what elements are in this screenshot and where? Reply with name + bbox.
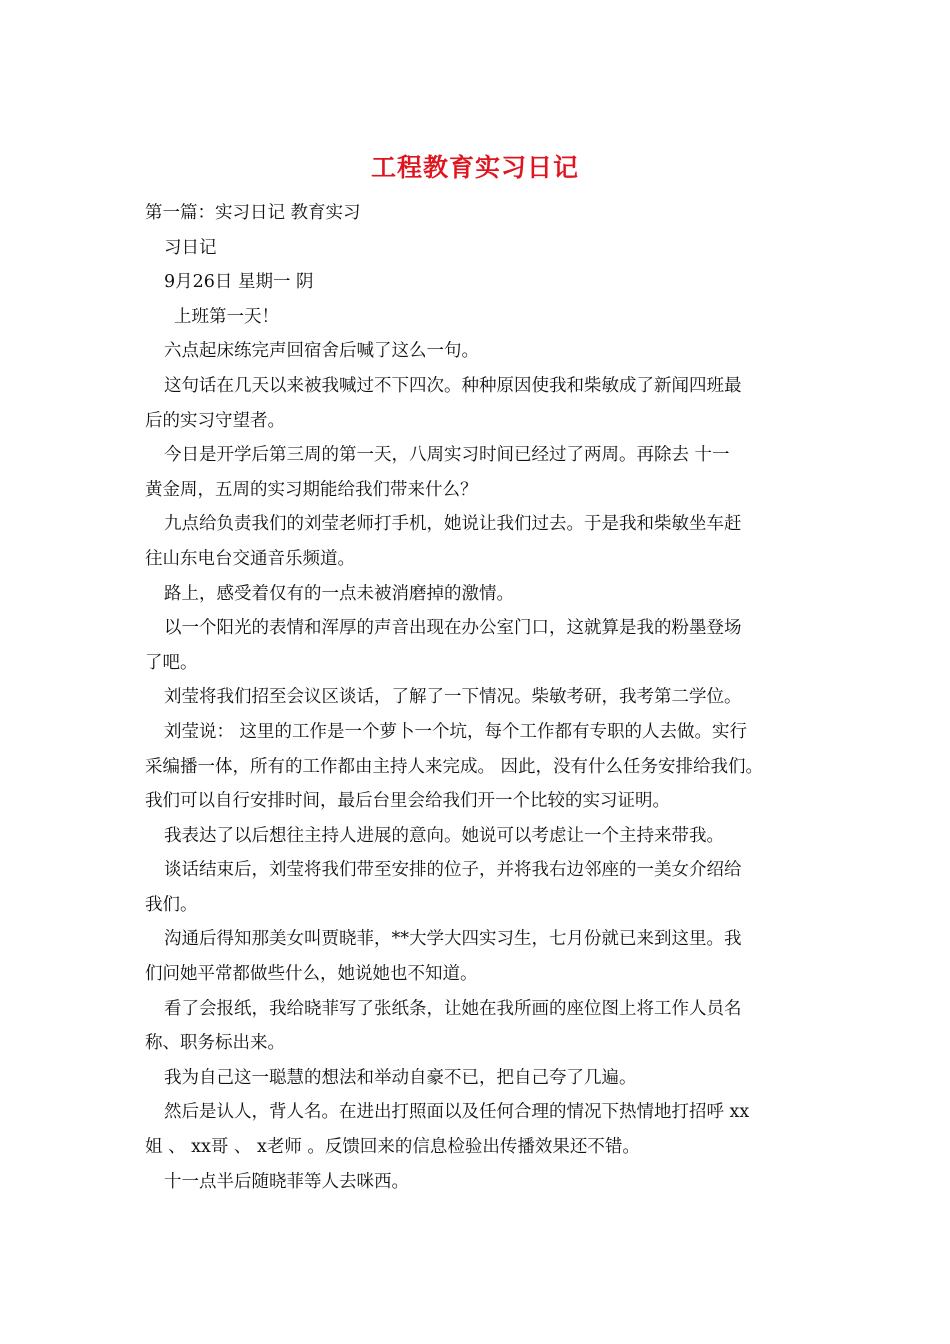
text-line: 我们。	[145, 894, 198, 915]
text-line: 黄金周，五周的实习期能给我们带来什么？	[145, 479, 478, 500]
text-line: 看了会报纸，我给晓菲写了张纸条，让她在我所画的座位图上将工作人员名	[164, 998, 742, 1019]
text-line: 今日是开学后第三周的第一天，八周实习时间已经过了两周。再除去 十一	[164, 445, 730, 466]
text-line: 刘莹将我们招至会议区谈话，了解了一下情况。柴敏考研，我考第二学位。	[164, 687, 742, 708]
text-line: 六点起床练完声回宿舍后喊了这么一句。	[164, 341, 479, 362]
text-line: 刘莹说： 这里的工作是一个萝卜一个坑，每个工作都有专职的人去做。实行	[164, 721, 748, 742]
text-line: 第一篇：实习日记 教育实习	[145, 203, 361, 223]
text-line: 上班第一天！	[174, 306, 279, 327]
text-line: 姐 、 xx哥 、 x老师 。反馈回来的信息检验出传播效果还不错。	[145, 1137, 640, 1158]
text-line: 采编播一体，所有的工作都由主持人来完成。 因此，没有什么任务安排给我们。	[145, 756, 764, 777]
text-line: 我们可以自行安排时间，最后台里会给我们开一个比较的实习证明。	[145, 791, 670, 812]
document-body	[145, 196, 815, 1199]
text-line: 了吧。	[145, 652, 198, 673]
text-line: 沟通后得知那美女叫贾晓菲，**大学大四实习生，七月份就已来到这里。我	[164, 929, 742, 950]
text-line: 然后是认人，背人名。在进出打照面以及任何合理的情况下热情地打招呼 xx	[164, 1102, 750, 1123]
text-line: 九点给负责我们的刘莹老师打手机，她说让我们过去。于是我和柴敏坐车赶	[164, 514, 742, 535]
text-line: 往山东电台交通音乐频道。	[145, 548, 355, 569]
text-line: 们问她平常都做些什么，她说她也不知道。	[145, 964, 478, 985]
text-line: 我表达了以后想往主持人进展的意向。她说可以考虑让一个主持来带我。	[164, 825, 724, 846]
text-line: 后的实习守望者。	[145, 410, 285, 431]
document-title: 工程教育实习日记	[370, 153, 579, 182]
text-line: 称、职务标出来。	[145, 1033, 285, 1054]
text-line: 习日记	[164, 237, 217, 258]
text-line: 我为自己这一聪慧的想法和举动自豪不已，把自己夸了几遍。	[164, 1067, 637, 1088]
text-line: 谈话结束后，刘莹将我们带至安排的位子，并将我右边邻座的一美女介绍给	[164, 860, 742, 881]
text-line: 9月26日 星期一 阴	[164, 272, 314, 293]
text-line: 十一点半后随晓菲等人去咪西。	[164, 1171, 409, 1192]
text-line: 这句话在几天以来被我喊过不下四次。种种原因使我和柴敏成了新闻四班最	[164, 375, 742, 396]
text-line: 以一个阳光的表情和浑厚的声音出现在办公室门口，这就算是我的粉墨登场	[164, 618, 742, 639]
text-line: 路上，感受着仅有的一点未被消磨掉的激情。	[164, 583, 514, 604]
